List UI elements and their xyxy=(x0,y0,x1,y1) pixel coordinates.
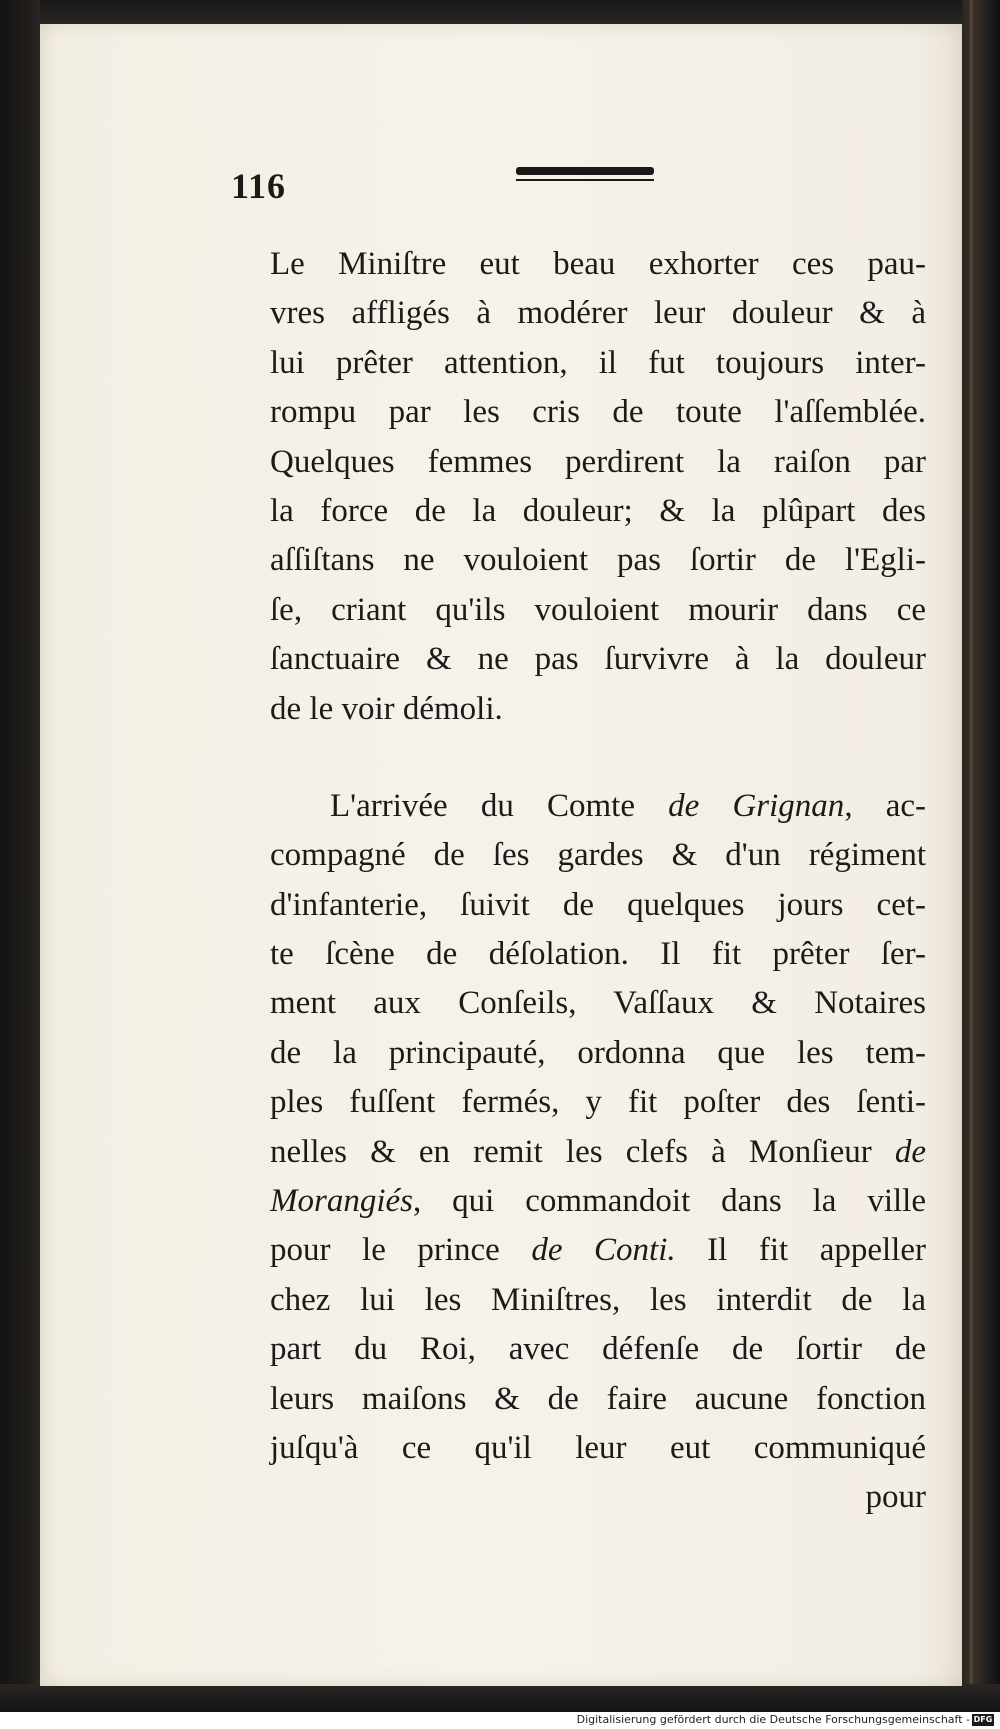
page-header xyxy=(231,165,921,215)
binding-bottom-edge xyxy=(0,1684,1000,1712)
text-line: de la principauté, ordonna que les tem- xyxy=(270,1034,926,1071)
body-text xyxy=(270,240,926,1523)
text-line: ſanctuaire & ne pas ſurvivre à la douleur xyxy=(270,641,926,678)
text-line xyxy=(270,1177,926,1226)
text-line: Le Miniſtre eut beau exhorter ces pau- xyxy=(270,246,926,282)
binding-left-edge xyxy=(0,0,40,1712)
text-line: aſſiſtans ne vouloient pas ſortir de l'Egli- xyxy=(270,542,926,579)
binding-top-edge xyxy=(0,0,1000,26)
paragraph-1 xyxy=(270,240,926,734)
page-number: 116 xyxy=(231,166,287,206)
digitization-credit-bar xyxy=(0,1712,1000,1729)
text-run: Il fit appeller xyxy=(675,1232,926,1269)
italic-name: Morangiés xyxy=(270,1183,413,1220)
text-line: de le voir démoli. xyxy=(270,690,503,727)
italic-name: de xyxy=(894,1133,926,1170)
text-line: ples fuſſent fermés, y fit poſter des ſenti- xyxy=(270,1084,926,1121)
text-run: , qui commandoit dans la ville xyxy=(413,1183,926,1220)
text-line xyxy=(270,1128,926,1177)
header-rule-ornament xyxy=(516,167,654,187)
text-line: la force de la douleur; & la plûpart des xyxy=(270,492,926,529)
text-line: lui prêter attention, il fut toujours inter- xyxy=(270,344,926,381)
text-line xyxy=(270,1226,926,1275)
binding-right-edge xyxy=(962,0,1000,1712)
paragraph-gap xyxy=(270,734,926,782)
text-line: d'infanterie, ſuivit de quelques jours cet- xyxy=(270,886,926,923)
text-line: leurs maiſons & de faire aucune fonction xyxy=(270,1380,926,1417)
text-line: vres affligés à modérer leur douleur & à xyxy=(270,295,926,332)
paragraph-2 xyxy=(270,782,926,1523)
text-line: ment aux Conſeils, Vaſſaux & Notaires xyxy=(270,985,926,1022)
text-line: ſe, criant qu'ils vouloient mourir dans ce xyxy=(270,591,926,628)
catchword: pour xyxy=(865,1479,926,1516)
text-run: , ac- xyxy=(844,787,926,824)
text-line: Quelques femmes perdirent la raiſon par xyxy=(270,443,926,480)
text-line: te ſcène de déſolation. Il fit prêter ſer- xyxy=(270,936,926,973)
dfg-logo: DFG xyxy=(973,1715,993,1724)
italic-name: de Conti. xyxy=(531,1232,676,1269)
italic-name: de Grignan xyxy=(668,787,845,824)
text-line: compagné de ſes gardes & d'un régiment xyxy=(270,837,926,874)
header-rule-thin xyxy=(516,179,654,181)
text-run: L'arrivée du Comte xyxy=(330,787,669,824)
text-line: chez lui les Miniſtres, les interdit de la xyxy=(270,1281,926,1318)
text-line: part du Roi, avec défenſe de ſortir de xyxy=(270,1331,926,1368)
text-run: pour le prince xyxy=(270,1232,532,1269)
credit-text: Digitalisierung gefördert durch die Deutsche Forschungsgemeinschaft - xyxy=(576,1713,970,1726)
text-line xyxy=(270,782,926,831)
text-line: juſqu'à ce qu'il leur eut communiqué xyxy=(270,1429,926,1466)
text-run: nelles & en remit les clefs à Monſieur xyxy=(270,1133,895,1170)
header-rule-thick xyxy=(516,167,654,175)
text-line: rompu par les cris de toute l'aſſemblée. xyxy=(270,394,926,431)
